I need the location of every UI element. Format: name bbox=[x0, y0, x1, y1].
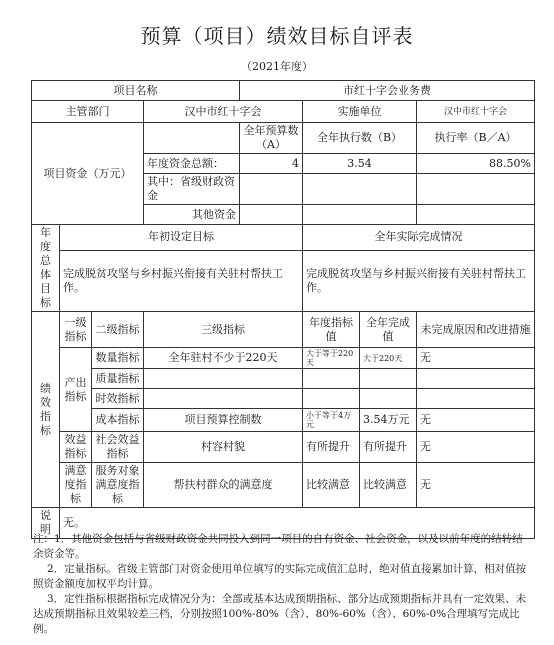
total-budget: 4 bbox=[240, 154, 303, 174]
actual-goal-header: 全年实际完成情况 bbox=[303, 225, 535, 251]
output-indicators-label: 产出指标 bbox=[60, 348, 92, 432]
funds-label: 项目资金（万元） bbox=[32, 123, 144, 225]
footnote-1: 注：1．其他资金包括与省级财政资金共同投入到同一项目的自有资金、社会资金，以及以前年度的结转结余资金等。 bbox=[33, 533, 523, 560]
satisfaction-target: 比较满意 bbox=[303, 463, 360, 508]
service-satisfaction-label: 服务对象满意度指标 bbox=[92, 463, 144, 508]
set-goal-text: 完成脱贫攻坚与乡村振兴衔接有关驻村帮扶工作。 bbox=[60, 250, 303, 311]
table-row bbox=[32, 369, 535, 389]
footnote-3: 3．定性指标根据指标完成情况分为：全部或基本达成预期指标、部分达成预期指标并具有一定效果、未达成预期指标且效果较差三档，分别按照100%-80%（含）、80%-60%（含）、60%-0%合理填写完成比例。 bbox=[33, 593, 527, 635]
page-title: 预算（项目）绩效目标自评表 bbox=[140, 24, 414, 48]
other-funds-label: 其他资金 bbox=[144, 205, 240, 225]
dept-label: 主管部门 bbox=[32, 101, 144, 123]
provincial-funds-label: 其中：省级财政资金 bbox=[144, 174, 240, 205]
indicators-label: 绩效指标 bbox=[32, 312, 60, 508]
remark-value: 无。 bbox=[60, 508, 535, 539]
satisfaction-actual: 比较满意 bbox=[360, 463, 417, 508]
project-name-value: 市红十字会业务费 bbox=[240, 81, 535, 101]
cost-indicator-label: 成本指标 bbox=[92, 409, 144, 432]
rate-header: 执行率（B／A） bbox=[417, 123, 535, 154]
reason-header: 未完成原因和改进措施 bbox=[417, 312, 535, 348]
table-row bbox=[32, 463, 535, 508]
evaluation-table bbox=[31, 80, 535, 539]
exec-header: 全年执行数（B） bbox=[303, 123, 417, 154]
quantity-target: 大于等于220天 bbox=[303, 348, 360, 369]
set-goal-header: 年初设定目标 bbox=[60, 225, 303, 251]
social-benefit-item: 村容村貌 bbox=[144, 432, 303, 463]
annual-goals-label: 年度总体目标 bbox=[32, 225, 60, 312]
project-name-label: 项目名称 bbox=[32, 81, 240, 101]
timeliness-indicator-label: 时效指标 bbox=[92, 389, 144, 409]
cost-target: 小于等于4万元 bbox=[303, 409, 360, 432]
table-row bbox=[32, 409, 535, 432]
actual-goal-text: 完成脱贫攻坚与乡村振兴衔接有关驻村帮扶工作。 bbox=[303, 250, 535, 311]
total-rate: 88.50% bbox=[417, 154, 535, 174]
quantity-indicator-label: 数量指标 bbox=[92, 348, 144, 369]
table-row bbox=[32, 389, 535, 409]
quality-indicator-label: 质量指标 bbox=[92, 369, 144, 389]
cost-actual: 3.54万元 bbox=[360, 409, 417, 432]
satisfaction-item: 帮扶村群众的满意度 bbox=[144, 463, 303, 508]
benefit-actual: 有所提升 bbox=[360, 432, 417, 463]
satisfaction-indicator-label: 满意度指标 bbox=[60, 463, 92, 508]
remark-label: 说明 bbox=[32, 508, 60, 539]
quantity-reason: 无 bbox=[417, 348, 535, 369]
budget-header: 全年预算数（A） bbox=[240, 123, 303, 154]
total-funds-label: 年度资金总额： bbox=[144, 154, 240, 174]
quantity-indicator-item: 全年驻村不少于220天 bbox=[144, 348, 303, 369]
level2-header: 二级指标 bbox=[92, 312, 144, 348]
level1-header: 一级指标 bbox=[60, 312, 92, 348]
social-benefit-label: 社会效益指标 bbox=[92, 432, 144, 463]
dept-value: 汉中市红十字会 bbox=[144, 101, 303, 123]
satisfaction-reason: 无 bbox=[417, 463, 535, 508]
benefit-reason: 无 bbox=[417, 432, 535, 463]
footnote-2: 2．定量指标。省级主管部门对资金使用单位填写的实际完成值汇总时，绝对值直接累加计算，相对值按照资金额度加权平均计算。 bbox=[33, 563, 527, 590]
benefit-indicator-label: 效益指标 bbox=[60, 432, 92, 463]
table-row bbox=[32, 348, 535, 369]
quantity-actual: 大于220天 bbox=[360, 348, 417, 369]
actual-header: 全年完成值 bbox=[360, 312, 417, 348]
report-year: （2021年度） bbox=[241, 60, 313, 73]
impl-value: 汉中市红十字会 bbox=[417, 101, 535, 123]
total-exec: 3.54 bbox=[303, 154, 417, 174]
footnotes bbox=[33, 532, 533, 637]
impl-label: 实施单位 bbox=[303, 101, 417, 123]
benefit-target: 有所提升 bbox=[303, 432, 360, 463]
target-header: 年度指标值 bbox=[303, 312, 360, 348]
level3-header: 三级指标 bbox=[144, 312, 303, 348]
table-row bbox=[32, 432, 535, 463]
cost-indicator-item: 项目预算控制数 bbox=[144, 409, 303, 432]
cost-reason: 无 bbox=[417, 409, 535, 432]
